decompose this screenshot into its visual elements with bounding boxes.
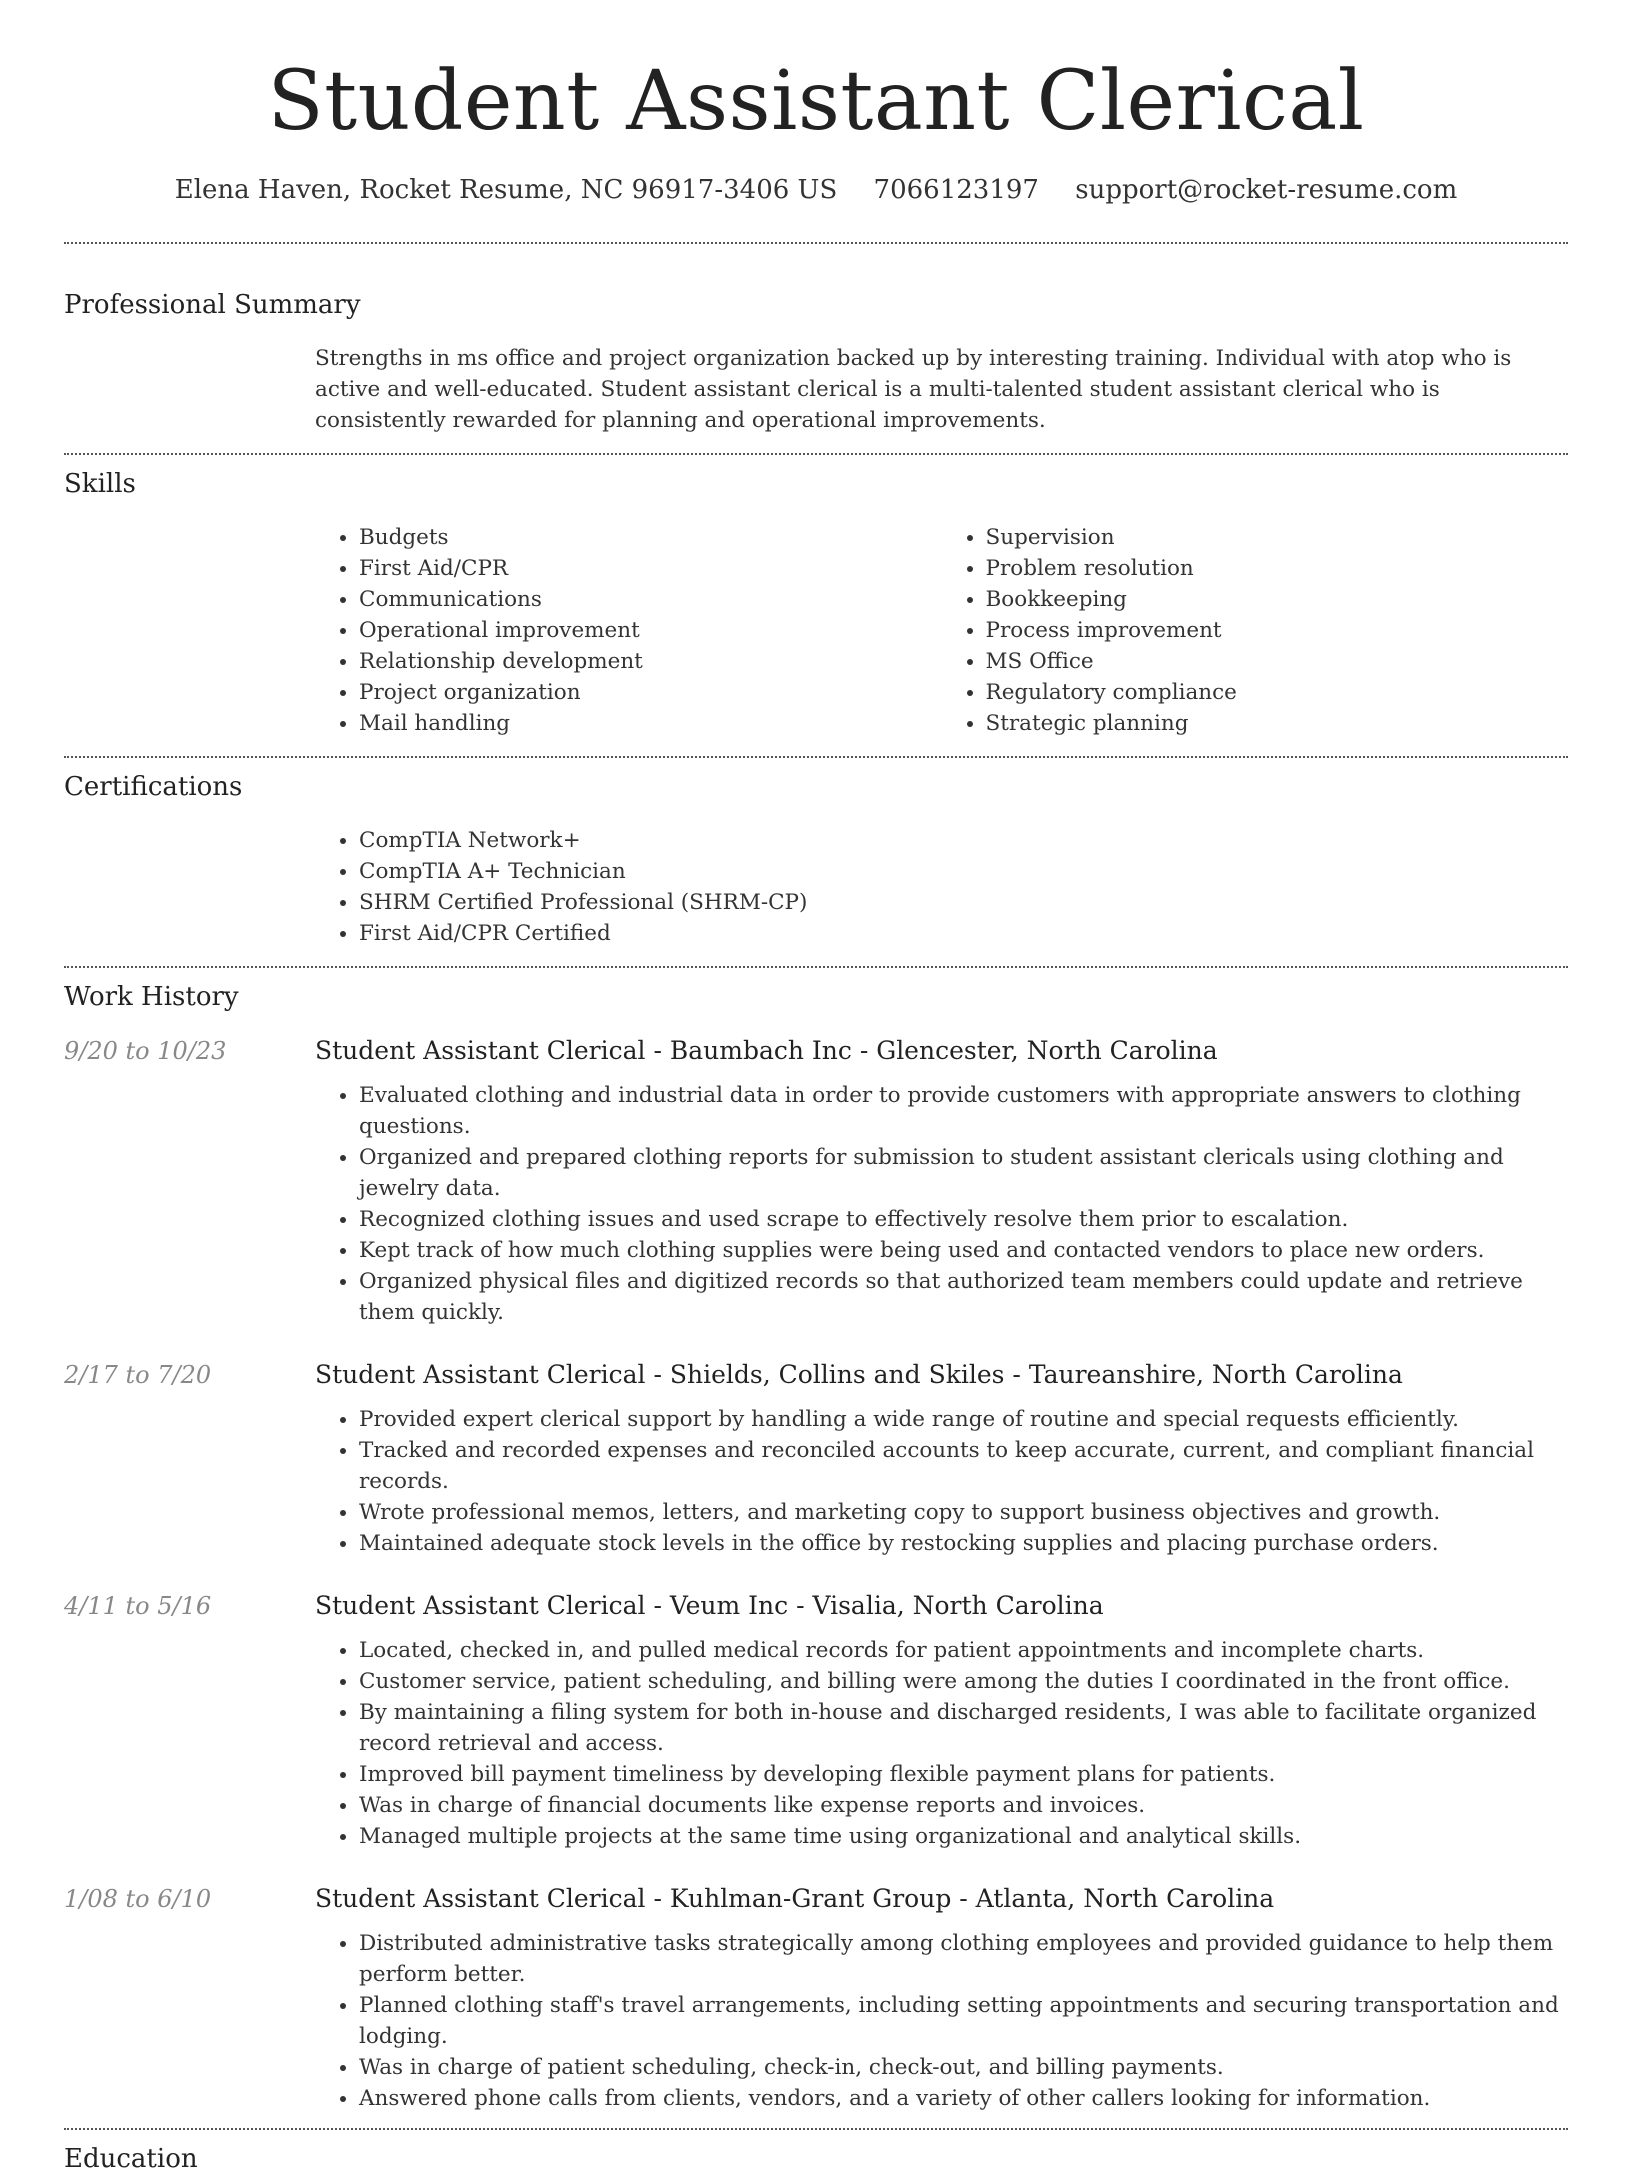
job-bullets (315, 1404, 1568, 1559)
education-title: Education (64, 2144, 198, 2174)
skill-item: • Mail handling (359, 708, 942, 739)
skill-item: • Process improvement (986, 615, 1569, 646)
job-entry (64, 1358, 1568, 1559)
job-bullet: • Customer service, patient scheduling, and billing were among the duties I coordinated in the front office. (359, 1666, 1568, 1697)
contact-address: Elena Haven, Rocket Resume, NC 96917-3406 US (174, 175, 838, 205)
job-bullet: • Was in charge of financial documents like expense reports and invoices. (359, 1790, 1568, 1821)
contact-email: support@rocket-resume.com (1075, 175, 1458, 205)
resume-page (64, 0, 1568, 2176)
skill-item: • Relationship development (359, 646, 942, 677)
job-bullet: • Kept track of how much clothing supplies were being used and contacted vendors to place new orders. (359, 1235, 1568, 1266)
skill-item: • Strategic planning (986, 708, 1569, 739)
certifications-section (64, 758, 1568, 966)
certifications-content (315, 825, 1568, 966)
education-section (64, 2130, 1568, 2176)
job-bullet: • Was in charge of patient scheduling, check-in, check-out, and billing payments. (359, 2052, 1568, 2083)
job-entry (64, 1034, 1568, 1328)
job-dates: 9/20 to 10/23 (64, 1037, 227, 1065)
skill-item: • Operational improvement (359, 615, 942, 646)
summary-text: Strengths in ms office and project organization backed up by interesting training. Individual with atop who is active and well-educated. Student assistant clerical is a multi-talented student assistant clerical who is consistently rewarded for planning and operational improvements. (315, 346, 1512, 433)
job-bullet: • Improved bill payment timeliness by developing flexible payment plans for patients. (359, 1759, 1568, 1790)
job-bullet: • Maintained adequate stock levels in the office by restocking supplies and placing purchase orders. (359, 1528, 1568, 1559)
certification-item: • SHRM Certified Professional (SHRM-CP) (359, 887, 1568, 918)
skill-item: • Problem resolution (986, 553, 1569, 584)
certifications-title: Certifications (64, 772, 243, 802)
certification-item: • First Aid/CPR Certified (359, 918, 1568, 949)
job-bullet: • Located, checked in, and pulled medical records for patient appointments and incomplete charts. (359, 1635, 1568, 1666)
job-bullet: • Provided expert clerical support by handling a wide range of routine and special requests efficiently. (359, 1404, 1568, 1435)
job-bullet: • Recognized clothing issues and used scrape to effectively resolve them prior to escalation. (359, 1204, 1568, 1235)
skill-item: • Budgets (359, 522, 942, 553)
job-bullet: • Organized physical files and digitized records so that authorized team members could update and retrieve them quickly. (359, 1266, 1568, 1328)
summary-title: Professional Summary (64, 290, 361, 320)
skills-section (64, 455, 1568, 756)
job-dates: 2/17 to 7/20 (64, 1361, 212, 1389)
skill-item: • First Aid/CPR (359, 553, 942, 584)
job-bullet: • Distributed administrative tasks strategically among clothing employees and provided guidance to help them perform better. (359, 1928, 1568, 1990)
skill-item: • Project organization (359, 677, 942, 708)
skills-list-left (315, 522, 942, 739)
job-bullets (315, 1080, 1568, 1328)
work-title: Work History (64, 982, 239, 1012)
job-bullet: • Planned clothing staff's travel arrangements, including setting appointments and securing transportation and lodging. (359, 1990, 1568, 2052)
summary-section (64, 244, 1568, 453)
job-bullet: • Managed multiple projects at the same time using organizational and analytical skills. (359, 1821, 1568, 1852)
job-bullet: • Wrote professional memos, letters, and marketing copy to support business objectives and growth. (359, 1497, 1568, 1528)
skills-title: Skills (64, 469, 136, 499)
job-bullet: • Answered phone calls from clients, vendors, and a variety of other callers looking for information. (359, 2083, 1568, 2114)
resume-name: Student Assistant Clerical (267, 54, 1365, 149)
certifications-list (315, 825, 1568, 949)
job-bullet: • By maintaining a filing system for both in-house and discharged residents, I was able to facilitate organized record retrieval and access. (359, 1697, 1568, 1759)
contact-line (64, 172, 1568, 208)
skill-item: • MS Office (986, 646, 1569, 677)
job-title: Student Assistant Clerical - Kuhlman-Grant Group - Atlanta, North Carolina (315, 1884, 1275, 1913)
job-bullets (315, 1928, 1568, 2114)
skill-item: • Regulatory compliance (986, 677, 1569, 708)
certification-item: • CompTIA Network+ (359, 825, 1568, 856)
job-bullet: • Tracked and recorded expenses and reconciled accounts to keep accurate, current, and compliant financial records. (359, 1435, 1568, 1497)
job-bullet: • Organized and prepared clothing reports for submission to student assistant clericals using clothing and jewelry data. (359, 1142, 1568, 1204)
job-entry (64, 1882, 1568, 2114)
skills-columns (315, 522, 1568, 756)
job-entry (64, 1589, 1568, 1852)
job-bullets (315, 1635, 1568, 1852)
skill-item: • Supervision (986, 522, 1569, 553)
work-section (64, 968, 1568, 2128)
contact-phone: 7066123197 (873, 175, 1039, 205)
job-title: Student Assistant Clerical - Shields, Collins and Skiles - Taureanshire, North Carolina (315, 1360, 1403, 1389)
job-bullet: • Evaluated clothing and industrial data in order to provide customers with appropriate answers to clothing questions. (359, 1080, 1568, 1142)
skill-item: • Bookkeeping (986, 584, 1569, 615)
skills-list-right (942, 522, 1569, 739)
jobs-container (64, 1034, 1568, 2128)
job-title: Student Assistant Clerical - Veum Inc - Visalia, North Carolina (315, 1591, 1104, 1620)
job-dates: 4/11 to 5/16 (64, 1592, 212, 1620)
job-title: Student Assistant Clerical - Baumbach Inc - Glencester, North Carolina (315, 1036, 1218, 1065)
certification-item: • CompTIA A+ Technician (359, 856, 1568, 887)
skill-item: • Communications (359, 584, 942, 615)
job-dates: 1/08 to 6/10 (64, 1885, 212, 1913)
